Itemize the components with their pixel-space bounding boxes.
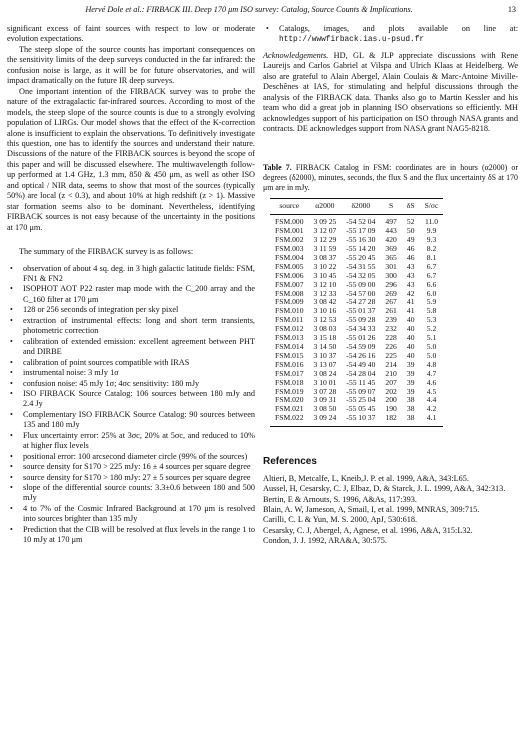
table-cell: -54 57 00 (346, 288, 376, 298)
table-cell: -54 49 40 (346, 359, 376, 369)
table-cell: 3 07 28 (313, 386, 337, 396)
table-cell: 8.1 (426, 252, 437, 262)
table-cell: FSM.004 (275, 252, 304, 262)
summary-item: • Complementary ISO FIRBACK Source Catalog: 90 sources between 135 and 180 mJy (19, 410, 255, 431)
table-cell: 3 10 45 (313, 270, 337, 280)
table-cell: -54 26 16 (346, 350, 376, 360)
summary-item: • ISO FIRBACK Source Catalog: 106 sources between 180 mJy and 2.4 Jy (19, 389, 255, 410)
table-cell: FSM.003 (275, 244, 304, 254)
summary-item: • Flux uncertainty error: 25% at 3σc, 20% at 5σc, and reduced to 10% at higher flux levels (19, 431, 255, 452)
table-cell: FSM.016 (275, 359, 304, 369)
summary-list (7, 264, 255, 546)
summary-item: • Prediction that the CIB will be resolved at flux levels in the range 1 to 10 mJy at 170 μm (19, 525, 255, 546)
table-cell: 43 (406, 270, 415, 280)
table-cell: FSM.007 (275, 279, 304, 289)
reference-entry: Cesarsky, C. J, Abergel, A, Agnese, et al. 1996, A&A, 315:L32. (263, 525, 473, 535)
table-cell: 226 (385, 342, 397, 352)
table-cell: 3 12 29 (313, 235, 337, 245)
table-cell: 296 (385, 279, 397, 289)
table-cell: -54 32 05 (346, 270, 376, 280)
table-cell: 300 (385, 270, 397, 280)
table-body (270, 215, 443, 427)
table-cell: FSM.012 (275, 324, 304, 334)
table-cell: 267 (385, 297, 397, 307)
table-cell: 228 (385, 333, 397, 343)
table-cell: 3 12 07 (313, 226, 337, 236)
table-cell: 43 (406, 261, 415, 271)
left-column (7, 24, 255, 546)
table-cell: 182 (380, 414, 401, 426)
summary-item: • confusion noise: 45 mJy 1σ; 4σc sensitivity: 180 mJy (19, 379, 255, 389)
table-cell: 3 08 03 (313, 324, 337, 334)
summary-item: • source density for S170 > 180 mJy: 27 ± 5 sources per square degree (19, 473, 255, 483)
table-cell: 39 (406, 377, 415, 387)
references-list (263, 474, 518, 547)
table-cell: FSM.000 (275, 217, 304, 227)
table-caption-text: FIRBACK Catalog in FSM: coordinates are in hours (α2000) or degrees (δ2000), minutes, seconds, the flux S and the flux uncertainty δS at 170 μm are in mJy. (263, 162, 518, 193)
table-cell: 40 (406, 324, 415, 334)
table-cell: -55 14 20 (346, 244, 376, 254)
fsm-catalog-table (270, 198, 443, 427)
table-cell: FSM.017 (275, 368, 304, 378)
table-cell: 4.7 (426, 368, 437, 378)
paragraph-nature-of-sources: One important intention of the FIRBACK survey was to probe the nature of the extragalactic far-infrared sources. According to most of the models, the steep slope of the source counts is due to a strongly evolving population of LIRGs. Our model shows that the effect of the K-correction alone is insufficient to explain the observations. To definitively investigate this question, one has to identify the sources and understand their nature. Discussions of the nature of the FIRBACK sources is beyond the scope of this paper and will be discussed elsewhere. The multiwavelength follow-up performed at 1.4 GHz, 1.3 mm, 850 & 450 μm, as well as other ISO and optical / NIR data, seems to show that most of the sources (typically 50%) are local (z < 0.3), and about 10% at high redshift (z > 1). Massive star formation seems also to be dominant. Nevertheless, identifying FIRBACK sources is not easy because of the uncertainty in the positions at 170 μm. (7, 86, 255, 232)
table-cell: 50 (406, 226, 415, 236)
table-cell: 39 (406, 359, 415, 369)
table-cell: FSM.020 (275, 395, 304, 405)
table-cell: 210 (385, 368, 397, 378)
summary-item: • calibration of point sources compatible with IRAS (19, 358, 255, 368)
table-caption (263, 163, 518, 194)
page-header (0, 5, 524, 17)
table-cell: 5.2 (426, 324, 437, 334)
acknowledgements-label: Acknowledgements. (263, 50, 329, 60)
catalog-item-text: Catalogs, images, and plots available on line at: (279, 24, 518, 33)
acknowledgements (263, 51, 518, 135)
table-cell: 301 (385, 261, 397, 271)
catalog-url-link[interactable]: http://wwwfirback.ias.u-psud.fr (279, 36, 425, 45)
table-cell: FSM.006 (275, 270, 304, 280)
table-cell: 225 (385, 350, 397, 360)
table-cell: 497 (385, 217, 397, 227)
table-cell: 261 (385, 306, 397, 316)
right-column (263, 24, 518, 547)
table-cell: 5.3 (426, 315, 437, 325)
summary-item: • observation of about 4 sq. deg. in 3 high galactic latitude fields: FSM, FN1 & FN2 (19, 264, 255, 285)
table-cell: FSM.009 (275, 297, 304, 307)
table-cell: 5.0 (426, 350, 437, 360)
column-header: δS (402, 199, 420, 215)
table-cell: FSM.001 (275, 226, 304, 236)
table-cell: 8.2 (426, 244, 437, 254)
table-cell: 4.6 (426, 377, 437, 387)
table-cell: 5.0 (426, 342, 437, 352)
table-cell: 5.1 (426, 333, 437, 343)
table-cell: 3 10 22 (313, 261, 337, 271)
column-header: source (270, 199, 309, 215)
summary-item: • 4 to 7% of the Cosmic Infrared Background at 170 μm is resolved into sources brighter than 135 mJy (19, 504, 255, 525)
table-cell: 365 (385, 252, 397, 262)
table-cell: FSM.014 (275, 342, 304, 352)
table-cell: 190 (385, 404, 397, 414)
table-caption-label: Table 7. (263, 162, 292, 172)
table-cell: FSM.019 (275, 386, 304, 396)
table-cell: -55 01 37 (346, 306, 376, 316)
table-cell: 200 (385, 395, 397, 405)
reference-entry: Carilli, C. L & Yun, M. S. 2000, ApJ, 530:618. (263, 515, 418, 525)
table-cell: 11.0 (424, 217, 438, 227)
table-cell: 38 (406, 395, 415, 405)
table-cell: 49 (406, 235, 415, 245)
table-cell: 269 (385, 288, 397, 298)
page-number: 13 (507, 5, 516, 14)
table-cell: 3 10 16 (313, 306, 337, 316)
reference-entry: Bertin, E & Arnouts, S. 1996, A&As, 117:393. (263, 494, 417, 504)
summary-item: • source density for S170 > 225 mJy: 16 ± 4 sources per square degree (19, 462, 255, 472)
table-cell: -55 17 09 (346, 226, 376, 236)
table-cell: 3 11 59 (313, 244, 337, 254)
table-cell: -55 11 45 (346, 377, 376, 387)
table-cell: -55 09 28 (346, 315, 376, 325)
running-title: Hervé Dole et al.: FIRBACK III. Deep 170 μm ISO survey: Catalog, Source Counts & Implications. (85, 5, 413, 14)
table-cell: 6.6 (426, 279, 437, 289)
column-header: S/σc (420, 199, 444, 215)
summary-item: • ISOPHOT AOT P22 raster map mode with the C_200 array and the C_160 filter at 170 μm (19, 284, 255, 305)
summary-item: • calibration of extended emission: excellent agreement between PHT and DIRBE (19, 337, 255, 358)
table-cell: FSM.005 (275, 261, 304, 271)
table-cell: 443 (385, 226, 397, 236)
table-cell: 4.5 (426, 386, 437, 396)
reference-entry: Condon, J. J. 1992, ARA&A, 30:575. (263, 536, 387, 546)
summary-intro: The summary of the FIRBACK survey is as follows: (19, 247, 194, 257)
summary-item: • 128 or 256 seconds of integration per sky pixel (19, 305, 255, 315)
table-cell: -54 31 55 (346, 261, 376, 271)
table-cell: 6.7 (426, 261, 437, 271)
table-cell: 239 (385, 315, 397, 325)
table-cell: FSM.015 (275, 350, 304, 360)
table-cell: 41 (406, 297, 415, 307)
table-cell: 369 (385, 244, 397, 254)
table-cell: 6.7 (426, 270, 437, 280)
table-cell: 38 (402, 414, 420, 426)
table-cell: -54 52 04 (346, 217, 376, 227)
table-cell: 6.0 (426, 288, 437, 298)
reference-entry: Altieri, B, Metcalfe, L, Kneib,J. P. et al. 1999, A&A, 343:L65. (263, 473, 469, 483)
table-cell: -55 20 45 (346, 252, 376, 262)
table-cell: 420 (385, 235, 397, 245)
table-cell: -55 10 37 (341, 414, 380, 426)
table-cell: 40 (406, 342, 415, 352)
table-cell: 42 (406, 288, 415, 298)
summary-item: • instrumental noise: 3 mJy 1σ (19, 368, 255, 378)
table-header-row (270, 199, 443, 215)
paragraph-steep-slope: The steep slope of the source counts has important consequences on the sensitivity limits of the deep surveys conducted in the far infrared: the confusion noise is large, as it will be for future observatories, and will impact dramatically on the future IR deep surveys. (7, 44, 255, 86)
table-cell: FSM.018 (275, 377, 304, 387)
table-cell: -55 25 04 (346, 395, 376, 405)
table-cell: 5.9 (426, 297, 437, 307)
table-cell: 3 09 25 (313, 217, 337, 227)
table-cell: FSM.013 (275, 333, 304, 343)
table-cell: 4.4 (426, 395, 437, 405)
table-cell: 4.2 (426, 404, 437, 414)
paragraph-confusion-continued: significant excess of faint sources with respect to low or moderate evolution expectations. (7, 24, 255, 44)
table-cell: 40 (406, 350, 415, 360)
table-cell: 39 (406, 386, 415, 396)
table-cell: 3 09 31 (313, 395, 337, 405)
table-cell: -55 09 00 (346, 279, 376, 289)
column-header: δ2000 (341, 199, 380, 215)
table-cell: -54 28 04 (346, 368, 376, 378)
table-cell: -54 34 33 (346, 324, 376, 334)
table-cell: 52 (406, 217, 415, 227)
table-row (270, 414, 443, 426)
table-cell: 207 (385, 377, 397, 387)
table-cell: -54 59 09 (346, 342, 376, 352)
summary-item: • extraction of instrumental effects: long and short term transients, photometric correction (19, 316, 255, 337)
table-cell: 214 (385, 359, 397, 369)
table-cell: 202 (385, 386, 397, 396)
table-cell: 38 (406, 404, 415, 414)
table-cell: 3 10 37 (313, 350, 337, 360)
table-cell: -55 05 45 (346, 404, 376, 414)
table-cell: FSM.002 (275, 235, 304, 245)
table-cell: 3 10 01 (313, 377, 337, 387)
table-cell: FSM.010 (275, 306, 304, 316)
table-cell: 3 12 33 (313, 288, 337, 298)
table-cell: 3 08 42 (313, 297, 337, 307)
table-cell: 3 14 50 (313, 342, 337, 352)
table-cell: 3 13 07 (313, 359, 337, 369)
table-cell: FSM.021 (275, 404, 304, 414)
catalog-list (263, 24, 518, 46)
table-cell: 39 (406, 368, 415, 378)
table-cell: 46 (406, 244, 415, 254)
table-cell: 4.8 (426, 359, 437, 369)
table-cell: 3 09 24 (309, 414, 342, 426)
reference-entry: Aussel, H, Cesarsky, C. J, Elbaz, D, & Starck, J. L. 1999, A&A, 342:313. (263, 484, 506, 494)
column-header: S (380, 199, 401, 215)
table-cell: 3 12 10 (313, 279, 337, 289)
table-cell: 9.3 (426, 235, 437, 245)
catalog-item (275, 24, 518, 46)
table-cell: 40 (406, 315, 415, 325)
column-header: α2000 (309, 199, 342, 215)
table-cell: 3 08 50 (313, 404, 337, 414)
table-cell: -55 01 26 (346, 333, 376, 343)
reference-entry: Blain, A. W, Jameson, A, Smail, I, et al. 1999, MNRAS, 309:715. (263, 504, 480, 514)
acknowledgements-text: HD, GL & JLP appreciate discussions with Rene Laureijs and Carlos Gabriel at Vilspa and Ulrich Klaas at Heidelberg. We also are grateful to Alain Abergel, Alain Coulais & Marc-Antoine Miville-Deschênes at IAS, for stimulating and helpful discussions through the analysis of the FIRBACK data. Thanks also go to Martin Kessler and his team who did a great job in planning ISO observations so efficiently. MH acknowledges support of his participation on ISO through NASA grants and contracts. DE acknowledges support from NASA grant NAG5-8218. (263, 50, 518, 134)
table-cell: 232 (385, 324, 397, 334)
table-cell: FSM.022 (270, 414, 309, 426)
table-cell: 40 (406, 333, 415, 343)
table-cell: 3 15 18 (313, 333, 337, 343)
table-cell: 5.8 (426, 306, 437, 316)
table-cell: FSM.011 (275, 315, 304, 325)
summary-item: • slope of the differential source counts: 3.3±0.6 between 180 and 500 mJy (19, 483, 255, 504)
summary-item: • positional error: 100 arcsecond diameter circle (99% of the sources) (19, 452, 255, 462)
table-cell: 41 (406, 306, 415, 316)
table-cell: 3 08 37 (313, 252, 337, 262)
table-cell: 3 12 53 (313, 315, 337, 325)
table-cell: 9.9 (426, 226, 437, 236)
table-cell: 43 (406, 279, 415, 289)
table-cell: -55 16 30 (346, 235, 376, 245)
table-cell: FSM.008 (275, 288, 304, 298)
table-cell: 46 (406, 252, 415, 262)
table-cell: -55 09 07 (346, 386, 376, 396)
table-cell: -54 27 28 (346, 297, 376, 307)
table-cell: 4.1 (420, 414, 444, 426)
references-heading: References (263, 456, 317, 468)
table-cell: 3 08 24 (313, 368, 337, 378)
